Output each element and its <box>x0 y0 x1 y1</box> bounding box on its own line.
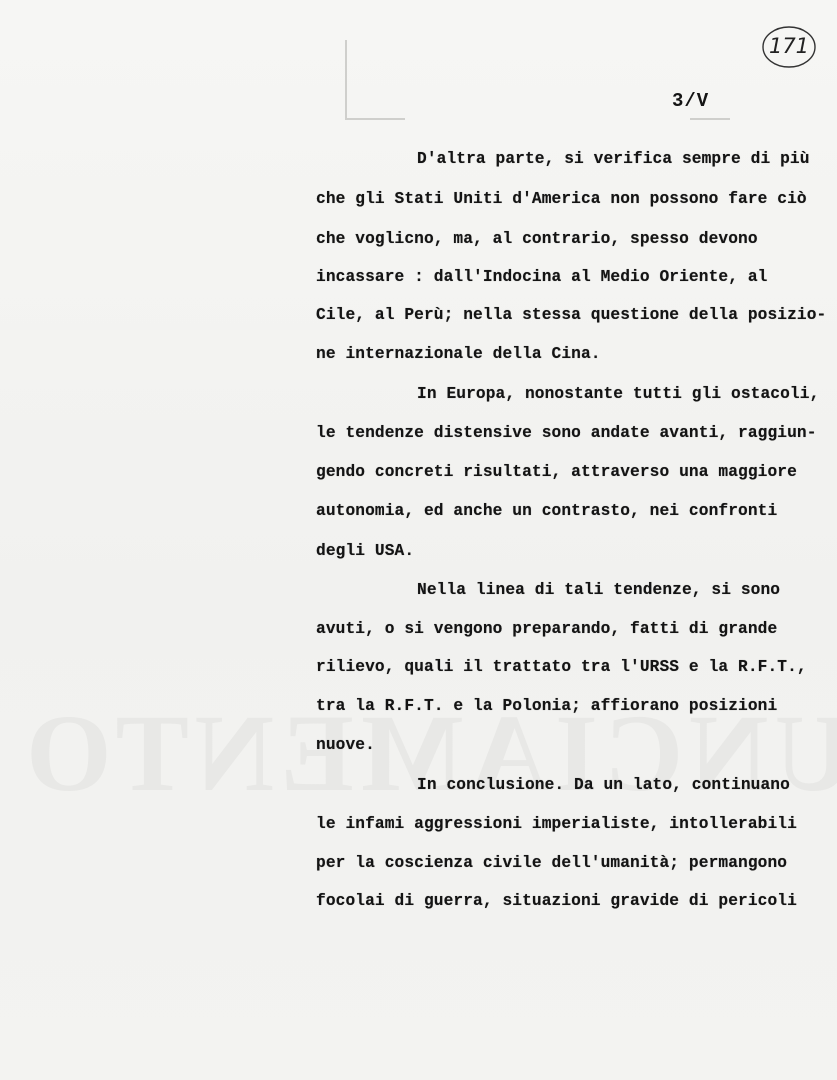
scan-artifact <box>690 118 730 120</box>
text-line: ne internazionale della Cina. <box>316 345 601 363</box>
page-number-text: 171 <box>768 34 810 58</box>
text-line: che gli Stati Uniti d'America non possono fare ciò <box>316 190 807 208</box>
text-line: rilievo, quali il trattato tra l'URSS e la R.F.T., <box>316 658 807 676</box>
text-line: che voglicno, ma, al contrario, spesso devono <box>316 230 758 248</box>
handwritten-page-number <box>760 24 818 70</box>
text-line: degli USA. <box>316 542 415 560</box>
text-line: autonomia, ed anche un contrasto, nei confronti <box>316 502 778 520</box>
page-reference: 3/V <box>672 90 710 112</box>
text-line: nuove. <box>316 736 375 754</box>
text-line: per la coscienza civile dell'umanità; permangono <box>316 854 788 872</box>
text-line: gendo concreti risultati, attraverso una maggiore <box>316 463 797 481</box>
text-line: D'altra parte, si verifica sempre di più <box>417 150 810 168</box>
scan-artifact <box>345 118 405 120</box>
text-line: focolai di guerra, situazioni gravide di pericoli <box>316 892 797 910</box>
text-line: le infami aggressioni imperialiste, intollerabili <box>316 815 797 833</box>
text-line: Nella linea di tali tendenze, si sono <box>417 581 781 599</box>
text-line: avuti, o si vengono preparando, fatti di grande <box>316 620 778 638</box>
text-line: le tendenze distensive sono andate avanti, raggiun- <box>316 424 817 442</box>
text-line: In conclusione. Da un lato, continuano <box>417 776 790 794</box>
text-line: incassare : dall'Indocina al Medio Oriente, al <box>316 268 768 286</box>
text-line: tra la R.F.T. e la Polonia; affiorano posizioni <box>316 697 778 715</box>
scan-artifact <box>345 40 347 120</box>
text-line: Cile, al Perù; nella stessa questione della posizio- <box>316 306 827 324</box>
text-line: In Europa, nonostante tutti gli ostacoli, <box>417 385 820 403</box>
